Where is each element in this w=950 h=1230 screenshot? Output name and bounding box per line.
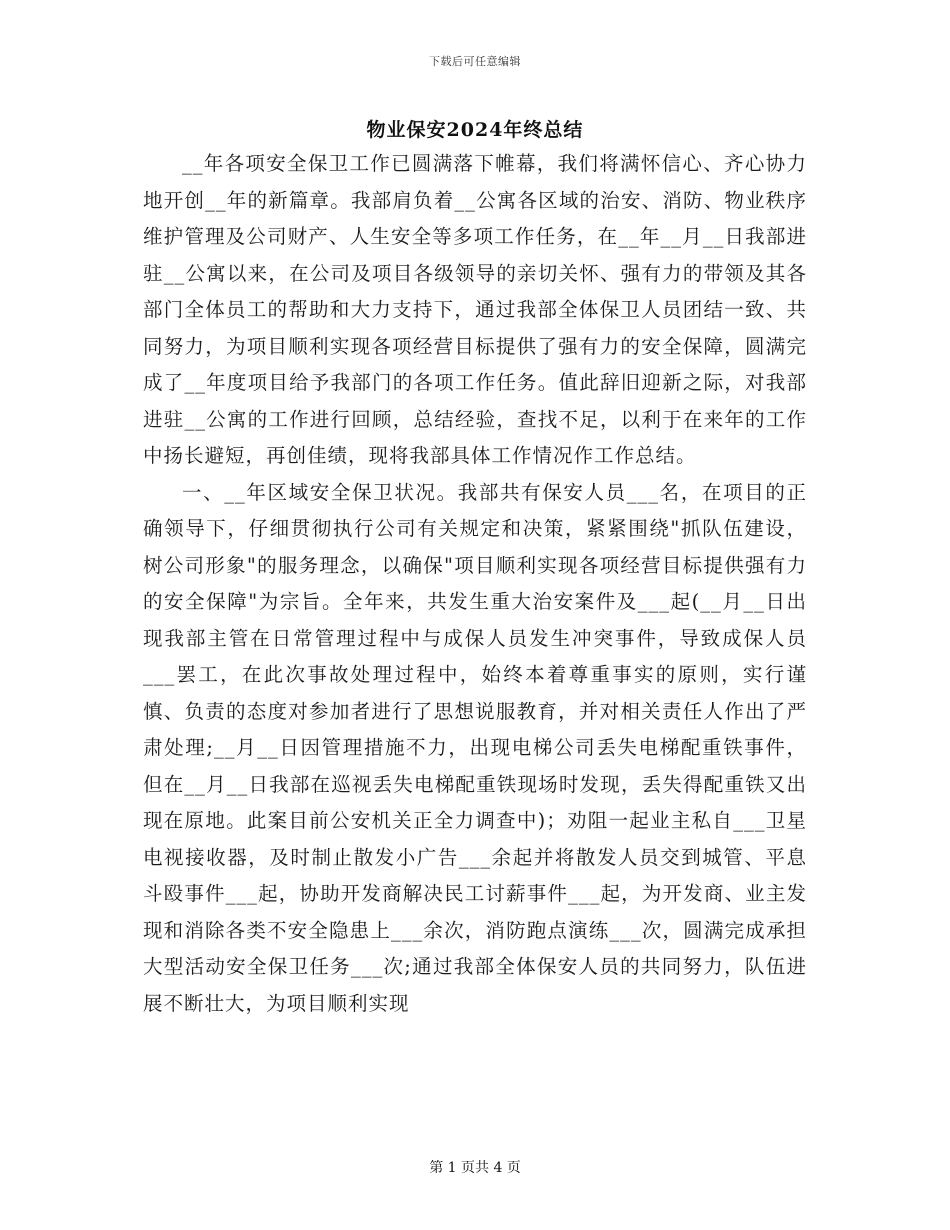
page-header-note: 下载后可任意编辑 (429, 55, 521, 68)
body-paragraph: __年各项安全保卫工作已圆满落下帷幕，我们将满怀信心、齐心协力地开创__年的新篇章。我部肩负着__公寓各区域的治安、消防、物业秩序维护管理及公司财产、人生安全等多项工作任务，在__年__月__日我部进驻__公寓以来，在公司及项目各级领导的亲切关怀、强有力的带领及其各部门全体员工的帮助和大力支持下，通过我部全体保卫人员团结一致、共同努力，为项目顺利实现各项经营目标提供了强有力的安全保障，圆满完成了__年度项目给予我部门的各项工作任务。值此辞旧迎新之际，对我部进驻__公寓的工作进行回顾，总结经验，查找不足，以利于在来年的工作中扬长避短，再创佳绩，现将我部具体工作情况作工作总结。 (143, 152, 807, 467)
page-number: 第 1 页共 4 页 (429, 1160, 521, 1176)
body-paragraph: 一、__年区域安全保卫状况。我部共有保安人员___名，在项目的正确领导下，仔细贯彻执行公司有关规定和决策，紧紧围绕"抓队伍建设，树公司形象"的服务理念，以确保"项目顺利实现各项经营目标提供强有力的安全保障"为宗旨。全年来，共发生重大治安案件及___起(__月__日出现我部主管在日常管理过程中与成保人员发生冲突事件，导致成保人员___罢工，在此次事故处理过程中，始终本着尊重事实的原则，实行谨慎、负责的态度对参加者进行了思想说服教育，并对相关责任人作出了严肃处理;__月__日因管理措施不力，出现电梯公司丢失电梯配重铁事件，但在__月__日我部在巡视丢失电梯配重铁现场时发现，丢失得配重铁又出现在原地。此案目前公安机关正全力调查中)；劝阻一起业主私自___卫星电视接收器，及时制止散发小广告___余起并将散发人员交到城管、平息斗殴事件___起，协助开发商解决民工讨薪事件___起，为开发商、业主发现和消除各类不安全隐患上___余次，消防跑点演练___次，圆满完成承担大型活动安全保卫任务___次;通过我部全体保安人员的共同努力，队伍进展不断壮大，为项目顺利实现 (143, 480, 807, 1015)
document-title: 物业保安2024年终总结 (366, 119, 584, 141)
document-body (143, 146, 807, 1022)
